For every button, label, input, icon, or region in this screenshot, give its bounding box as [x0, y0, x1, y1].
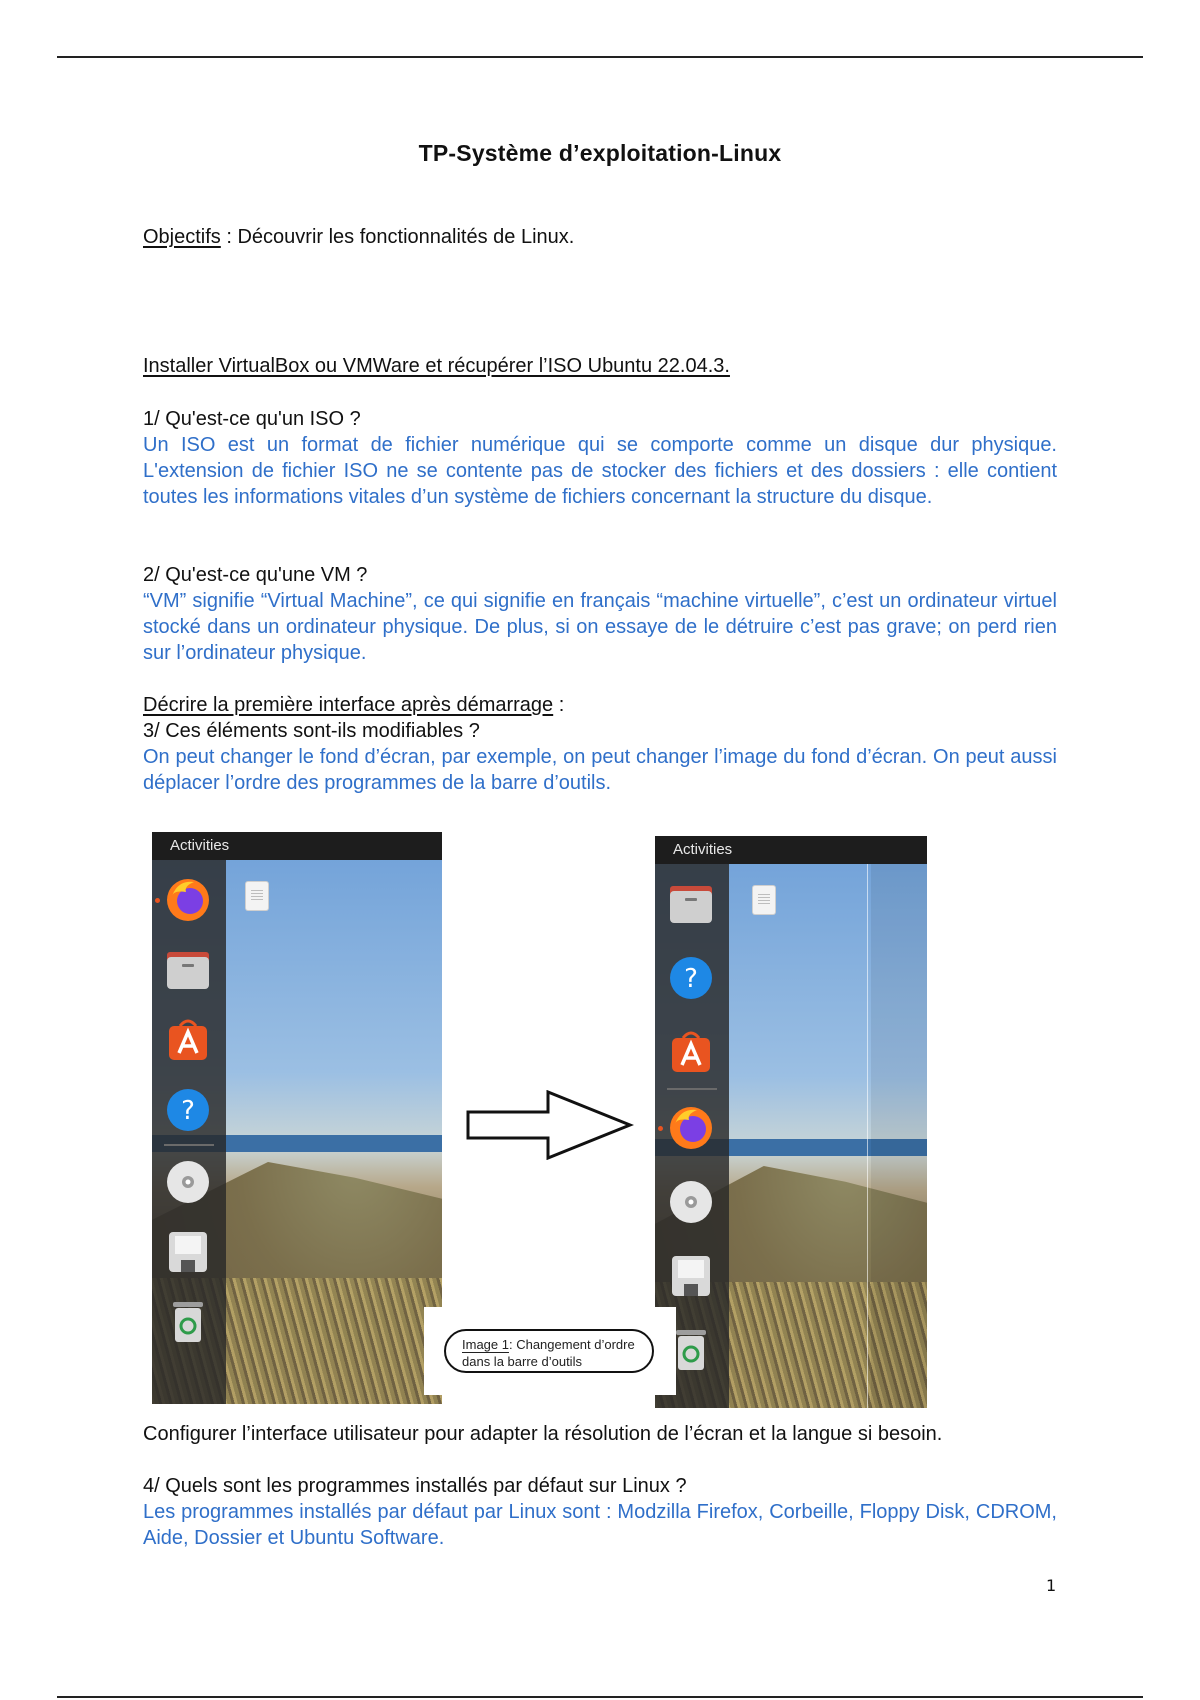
answer-3-text: On peut changer le fond d’écran, par exemple, on peut changer l’image du fond d’écran. On peut aussi déplacer l’ordre des programmes de la barre d’outils.	[143, 746, 1057, 794]
describe-suffix: :	[553, 694, 565, 716]
question-1	[143, 406, 1057, 510]
page-title: TP-Système d’exploitation-Linux	[418, 140, 782, 166]
activities-bar: Activities	[655, 836, 927, 864]
screen-overlay	[871, 836, 927, 1408]
configure-text: Configurer l’interface utilisateur pour adapter la résolution de l’écran et la langue si besoin.	[143, 1423, 943, 1445]
configure-instruction	[143, 1421, 1057, 1447]
question-3	[143, 692, 1057, 796]
answer-2-text: “VM” signifie “Virtual Machine”, ce qui signifie en français “machine virtuelle”, c’est un ordinateur virtuel stocké dans un ordinateur physique. De plus, si on essaye de le détruire c’est pas grave; on perd rien sur l’ordinateur physique.	[143, 590, 1057, 664]
files-icon	[667, 880, 715, 928]
trash-icon	[164, 1298, 212, 1346]
svg-text:?: ?	[181, 1096, 195, 1126]
dock-separator	[164, 1144, 214, 1146]
files-icon	[164, 946, 212, 994]
question-2	[143, 562, 1057, 666]
describe-label: Décrire la première interface après démarrage	[143, 694, 554, 716]
help-icon	[164, 1086, 212, 1134]
figure-caption-box	[424, 1307, 676, 1395]
objectives-label: Objectifs	[143, 226, 221, 248]
caption-label: Image 1	[462, 1337, 509, 1352]
question-4	[143, 1473, 1057, 1551]
bottom-rule	[57, 1696, 1143, 1698]
firefox-icon	[667, 1104, 715, 1152]
install-instruction	[143, 353, 1057, 379]
page-number: 1	[1046, 1576, 1057, 1595]
top-rule	[57, 56, 1143, 58]
caption-text: : Changement d’ordre	[508, 1337, 635, 1352]
right-arrow-icon	[466, 1090, 634, 1160]
software-icon	[164, 1016, 212, 1064]
question-3-text: 3/ Ces éléments sont-ils modifiables ?	[143, 720, 480, 742]
activities-bar: Activities	[152, 832, 442, 860]
desktop-screenshot-before	[152, 832, 442, 1404]
help-icon	[667, 954, 715, 1002]
question-4-text: 4/ Quels sont les programmes installés par défaut sur Linux ?	[143, 1475, 687, 1497]
figure-caption	[444, 1329, 654, 1373]
software-icon	[667, 1028, 715, 1076]
describe-line	[143, 692, 1057, 718]
install-text: Installer VirtualBox ou VMWare et récupérer l’ISO Ubuntu 22.04.3.	[143, 355, 730, 377]
desktop-screenshot-after	[655, 836, 927, 1408]
running-indicator	[155, 898, 160, 903]
caption-line-2: dans la barre d’outils	[462, 1354, 582, 1369]
firefox-icon	[164, 876, 212, 924]
cdrom-icon	[667, 1178, 715, 1226]
question-2-text: 2/ Qu'est-ce qu'une VM ?	[143, 564, 368, 586]
floppy-icon	[164, 1228, 212, 1276]
dock	[152, 860, 226, 1404]
floppy-icon	[667, 1252, 715, 1300]
running-indicator	[658, 1126, 663, 1131]
objectives-line	[143, 224, 1057, 250]
desktop-file-icon	[246, 882, 268, 910]
objectives-text: : Découvrir les fonctionnalités de Linux.	[220, 226, 575, 248]
question-1-text: 1/ Qu'est-ce qu'un ISO ?	[143, 408, 361, 430]
desktop-file-icon	[753, 886, 775, 914]
dock-separator	[667, 1088, 717, 1090]
answer-4-text: Les programmes installés par défaut par Linux sont : Modzilla Firefox, Corbeille, Floppy Disk, CDROM, Aide, Dossier et Ubuntu Software.	[143, 1501, 1057, 1549]
screen-divider	[867, 836, 868, 1408]
cdrom-icon	[164, 1158, 212, 1206]
answer-1-text: Un ISO est un format de fichier numérique qui se comporte comme un disque dur physique. L'extension de fichier ISO ne se contente pas de stocker des fichiers et des dossiers : elle contient toutes les informations vitales d’un système de fichiers concernant la structure du disque.	[143, 434, 1057, 508]
svg-text:?: ?	[684, 964, 698, 994]
